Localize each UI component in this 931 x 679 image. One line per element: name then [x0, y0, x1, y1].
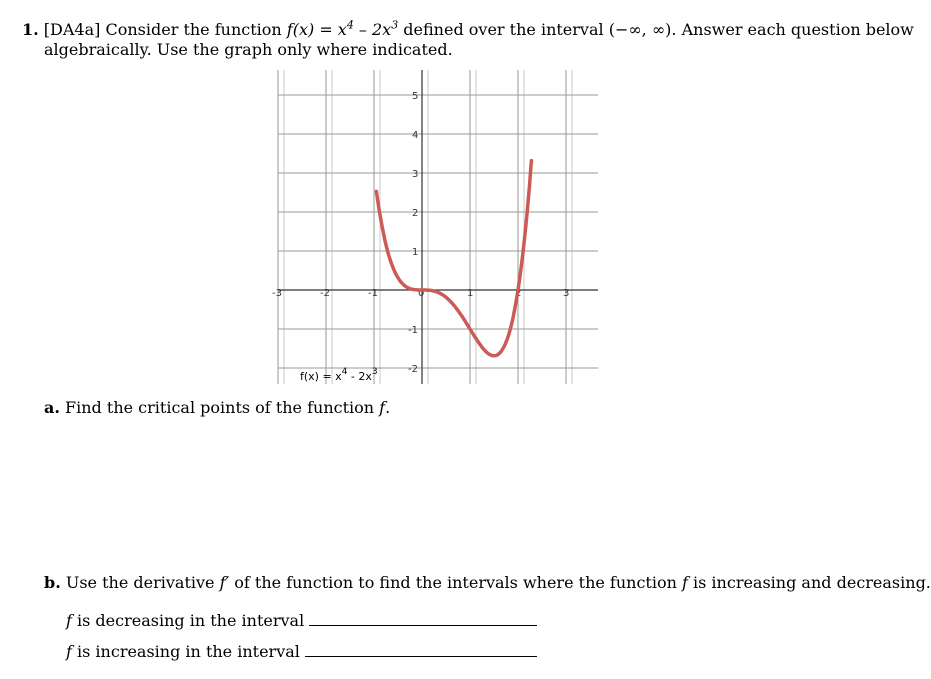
part-a: a. Find the critical points of the function f. [44, 398, 391, 417]
part-b-fprime: f′ [219, 573, 230, 592]
problem-interval-text: defined over the interval (−∞, ∞). Answer each question below [403, 20, 914, 39]
problem-code: [DA4a] [43, 20, 101, 39]
decreasing-text: is decreasing in the interval [77, 611, 305, 630]
increasing-interval-blank[interactable] [305, 656, 537, 657]
x-tick-label: 2 [515, 288, 522, 299]
part-b-label: b. [44, 573, 61, 592]
x-tick-label: 3 [563, 288, 570, 299]
y-tick-label: 4 [412, 130, 419, 141]
y-tick-label: 1 [412, 247, 419, 258]
x-tick-label: -1 [368, 288, 378, 299]
y-tick-label: 2 [412, 208, 419, 219]
increasing-answer-row [66, 642, 537, 661]
decreasing-interval-blank[interactable] [309, 625, 537, 626]
part-a-var: f [379, 398, 386, 417]
part-b-text-1: Use the derivative [65, 573, 215, 592]
part-a-text: Find the critical points of the function [65, 398, 375, 417]
graph-grid [278, 70, 598, 384]
function-graph [274, 64, 604, 386]
part-b-text-3: is increasing and decreasing. [693, 573, 931, 592]
problem-intro: Consider the function [105, 20, 282, 39]
part-b-text-2: of the function to find the intervals where the function [234, 573, 677, 592]
part-b [44, 573, 931, 592]
part-b-var: f [682, 573, 688, 592]
x-tick-label: 0 [418, 288, 425, 299]
decreasing-var: f [66, 611, 72, 630]
y-tick-label: 3 [412, 169, 419, 180]
part-a-label: a. [44, 398, 60, 417]
increasing-var: f [66, 642, 72, 661]
x-tick-label: -2 [320, 288, 330, 299]
problem-number: 1. [22, 20, 39, 39]
problem-statement-line-2: algebraically. Use the graph only where indicated. [44, 40, 453, 59]
increasing-text: is increasing in the interval [77, 642, 300, 661]
function-curve [376, 161, 531, 356]
x-tick-label: -3 [272, 288, 282, 299]
y-tick-label: 5 [412, 91, 419, 102]
function-definition: $f(x) = x^4 - 2x^3$ [286, 18, 399, 39]
problem-statement-line-1 [22, 20, 914, 39]
y-tick-label: -2 [408, 364, 418, 375]
x-tick-label: 1 [467, 288, 474, 299]
function-label: $f(x) = x^4 - 2x^3$ [300, 367, 378, 383]
decreasing-answer-row [66, 611, 537, 630]
y-tick-label: -1 [408, 325, 418, 336]
